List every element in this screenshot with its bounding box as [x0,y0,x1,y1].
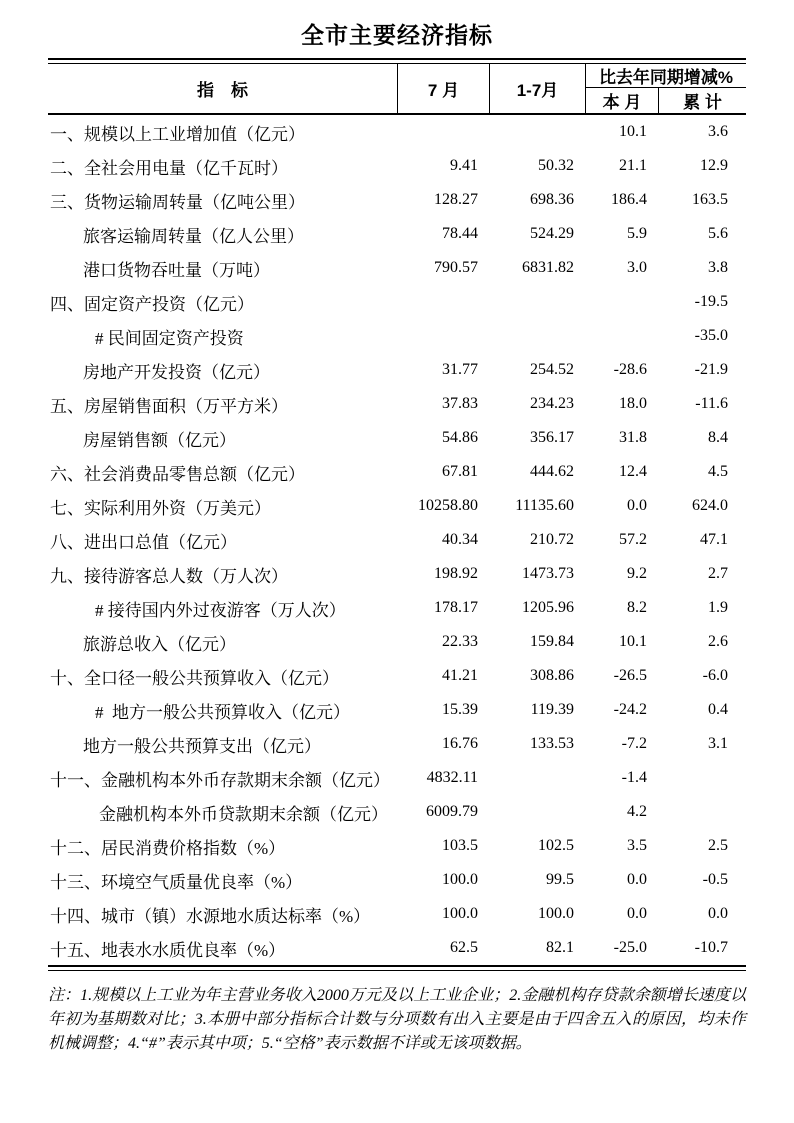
value-yoy-month: 5.9 [627,225,647,242]
value-jan-july: 133.53 [530,735,574,752]
value-yoy-cumulative: 4.5 [708,463,728,480]
table-row [48,217,746,251]
value-jan-july: 6831.82 [522,259,574,276]
indicator-label: 十四、城市（镇）水源地水质达标率（%） [50,906,371,926]
header-jan-july: 1-7月 [490,64,586,113]
indicator-label: 房屋销售额（亿元） [83,430,236,450]
indicator-label: 七、实际利用外资（万美元） [50,498,271,518]
value-july: 790.57 [434,259,478,276]
indicator-label: 四、固定资产投资（亿元） [50,294,254,314]
table-row [48,387,746,421]
value-july: 6009.79 [426,803,478,820]
value-july: 67.81 [442,463,478,480]
header-indicator: 指 标 [48,64,398,113]
table-row [48,591,746,625]
table-row [48,489,746,523]
value-yoy-month: -25.0 [613,939,647,956]
table-row [48,863,746,897]
table-row [48,727,746,761]
value-yoy-cumulative: 2.6 [708,633,728,650]
value-july: 9.41 [450,157,478,174]
indicator-label: 三、货物运输周转量（亿吨公里） [50,192,305,212]
indicator-label: 九、接待游客总人数（万人次） [50,566,288,586]
value-yoy-cumulative: -19.5 [694,293,728,310]
table-row [48,353,746,387]
value-yoy-cumulative: 8.4 [708,429,728,446]
table-row [48,761,746,795]
value-jan-july: 254.52 [530,361,574,378]
table-row [48,625,746,659]
table-row [48,421,746,455]
value-july: 41.21 [442,667,478,684]
value-yoy-month: 12.4 [619,463,647,480]
table-row [48,557,746,591]
indicator-label: 十二、居民消费价格指数（%） [50,838,286,858]
value-july: 100.0 [442,871,478,888]
page-title: 全市主要经济指标 [301,22,493,48]
value-yoy-cumulative: 2.7 [708,565,728,582]
value-jan-july: 444.62 [530,463,574,480]
table-row [48,149,746,183]
indicator-label: 旅客运输周转量（亿人公里） [83,226,304,246]
value-yoy-month: 57.2 [619,531,647,548]
value-jan-july: 356.17 [530,429,574,446]
indicator-label: 十一、金融机构本外币存款期末余额（亿元） [50,770,390,790]
value-yoy-cumulative: -35.0 [694,327,728,344]
value-yoy-cumulative: 3.1 [708,735,728,752]
indicator-label: 五、房屋销售面积（万平方米） [50,396,288,416]
value-yoy-cumulative: 47.1 [700,531,728,548]
indicator-label: 房地产开发投资（亿元） [83,362,270,382]
indicator-label: # 民间固定资产投资 [95,328,244,348]
value-july: 16.76 [442,735,478,752]
header-yoy-month: 本 月 [586,88,659,113]
indicator-label: 八、进出口总值（亿元） [50,532,237,552]
value-jan-july: 102.5 [538,837,574,854]
value-jan-july: 1473.73 [522,565,574,582]
table-row [48,285,746,319]
table-row [48,829,746,863]
value-jan-july: 50.32 [538,157,574,174]
value-jan-july: 119.39 [530,701,574,718]
indicator-label: 港口货物吞吐量（万吨） [83,260,270,280]
value-yoy-cumulative: 12.9 [700,157,728,174]
table-row [48,693,746,727]
header-july: 7 月 [398,64,490,113]
value-yoy-cumulative: -10.7 [694,939,728,956]
value-yoy-cumulative: 5.6 [708,225,728,242]
header-yoy-group [586,64,746,113]
table-row [48,251,746,285]
value-yoy-month: 10.1 [619,123,647,140]
value-yoy-month: -28.6 [613,361,647,378]
value-yoy-month: 0.0 [627,871,647,888]
indicator-label: 十、全口径一般公共预算收入（亿元） [50,668,339,688]
value-yoy-cumulative: -11.6 [695,395,728,412]
table-row [48,319,746,353]
value-july: 78.44 [442,225,478,242]
value-yoy-month: 0.0 [627,905,647,922]
value-july: 40.34 [442,531,478,548]
value-jan-july: 100.0 [538,905,574,922]
value-yoy-cumulative: 2.5 [708,837,728,854]
value-jan-july: 698.36 [530,191,574,208]
header-yoy: 比去年同期增减% [586,64,746,88]
value-july: 178.17 [434,599,478,616]
value-yoy-month: 0.0 [627,497,647,514]
indicator-label: # 接待国内外过夜游客（万人次） [95,600,346,620]
value-jan-july: 234.23 [530,395,574,412]
table-row [48,183,746,217]
table-row [48,931,746,965]
value-yoy-month: -7.2 [621,735,647,752]
value-jan-july: 308.86 [530,667,574,684]
value-july: 54.86 [442,429,478,446]
value-july: 31.77 [442,361,478,378]
value-yoy-cumulative: -6.0 [702,667,728,684]
value-july: 4832.11 [426,769,478,786]
indicator-label: 十五、地表水水质优良率（%） [50,940,286,960]
value-jan-july: 1205.96 [522,599,574,616]
value-yoy-month: 186.4 [611,191,647,208]
table-body [48,115,746,965]
indicator-label: # 地方一般公共预算收入（亿元） [95,702,350,722]
value-jan-july: 524.29 [530,225,574,242]
value-july: 128.27 [434,191,478,208]
value-yoy-month: 8.2 [627,599,647,616]
indicator-label: 二、全社会用电量（亿千瓦时） [50,158,288,178]
value-july: 62.5 [450,939,478,956]
footnotes: 注：1.规模以上工业为年主营业务收入2000万元及以上工业企业；2.金融机构存贷款余额增长速度以年初为基期数对比；3.本册中部分指标合计数与分项数有出入主要是由于四舍五入的原因，均未作机械调整；4.“#”表示其中项；5.“空格”表示数据不详或无该项数据。 [48,987,746,1052]
value-yoy-cumulative: 3.8 [708,259,728,276]
table-row [48,795,746,829]
indicator-label: 一、规模以上工业增加值（亿元） [50,124,305,144]
value-yoy-cumulative: 1.9 [708,599,728,616]
value-july: 198.92 [434,565,478,582]
indicator-label: 地方一般公共预算支出（亿元） [83,736,321,756]
value-yoy-month: -26.5 [613,667,647,684]
value-yoy-month: 4.2 [627,803,647,820]
value-yoy-month: -24.2 [613,701,647,718]
value-yoy-cumulative: 624.0 [692,497,728,514]
value-july: 37.83 [442,395,478,412]
table-row [48,897,746,931]
value-yoy-cumulative: -21.9 [694,361,728,378]
value-jan-july: 82.1 [546,939,574,956]
value-july: 15.39 [442,701,478,718]
value-yoy-month: -1.4 [621,769,647,786]
value-yoy-month: 3.5 [627,837,647,854]
value-yoy-month: 3.0 [627,259,647,276]
value-yoy-month: 31.8 [619,429,647,446]
table-bottom-rule [48,965,746,971]
indicator-label: 六、社会消费品零售总额（亿元） [50,464,305,484]
indicator-label: 十三、环境空气质量优良率（%） [50,872,303,892]
table-row [48,455,746,489]
table-row [48,659,746,693]
indicator-label: 旅游总收入（亿元） [83,634,236,654]
value-jan-july: 210.72 [530,531,574,548]
value-jan-july: 11135.60 [515,497,574,514]
indicators-table [48,58,746,971]
value-yoy-month: 18.0 [619,395,647,412]
value-yoy-cumulative: -0.5 [702,871,728,888]
value-yoy-cumulative: 3.6 [708,123,728,140]
value-july: 22.33 [442,633,478,650]
value-jan-july: 159.84 [530,633,574,650]
value-july: 10258.80 [418,497,478,514]
value-yoy-month: 9.2 [627,565,647,582]
value-july: 103.5 [442,837,478,854]
header-yoy-cumulative: 累 计 [683,93,722,112]
value-yoy-cumulative: 0.4 [708,701,728,718]
table-row [48,115,746,149]
table-row [48,523,746,557]
indicator-label: 金融机构本外币贷款期末余额（亿元） [99,804,388,824]
value-yoy-cumulative: 163.5 [692,191,728,208]
value-yoy-month: 21.1 [619,157,647,174]
table-header [48,64,746,113]
header-yoy-subrow [586,88,746,113]
value-yoy-month: 10.1 [619,633,647,650]
value-july: 100.0 [442,905,478,922]
value-yoy-cumulative: 0.0 [708,905,728,922]
value-jan-july: 99.5 [546,871,574,888]
